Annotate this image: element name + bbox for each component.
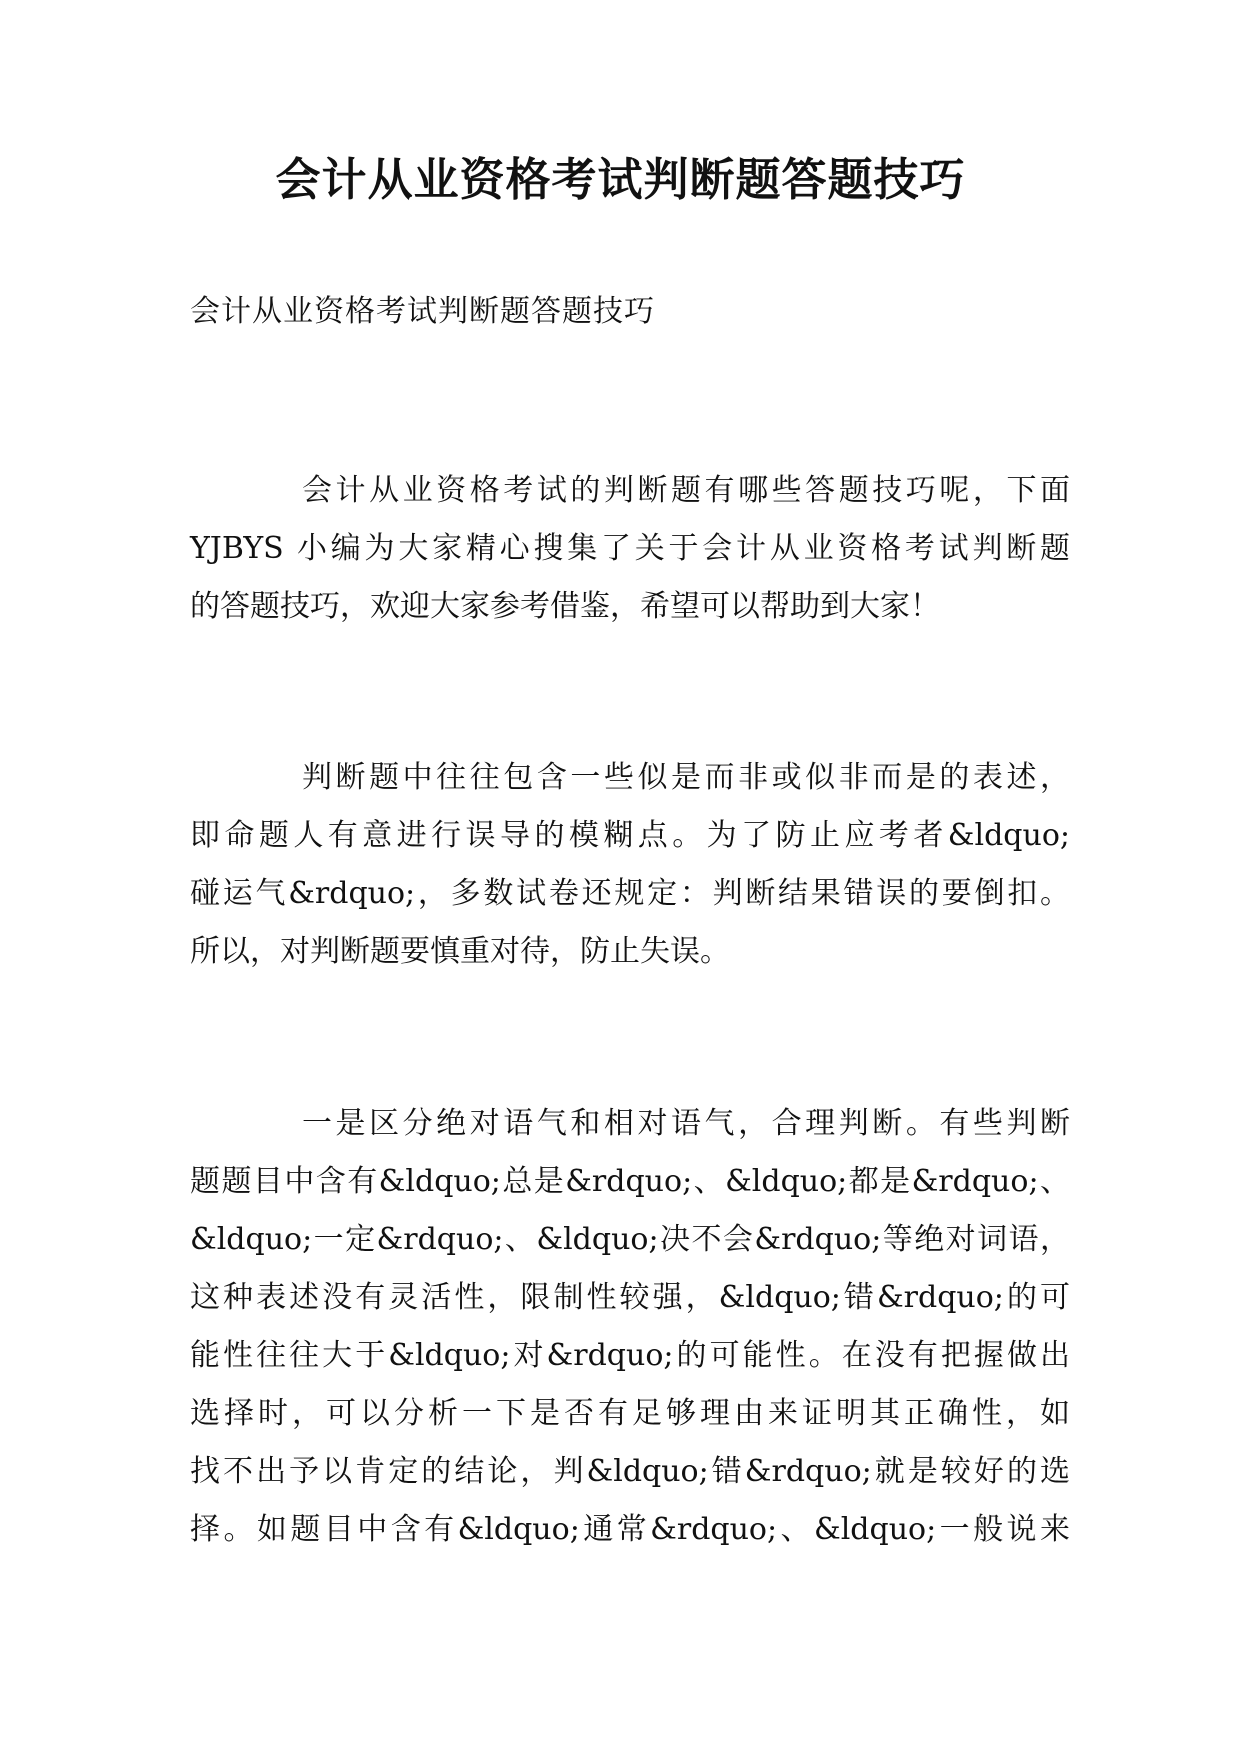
paragraph-intro — [190, 462, 1070, 636]
paragraph-tip-one — [190, 1095, 1070, 1559]
paragraph-line: 所以，对判断题要慎重对待，防止失误。 — [190, 934, 730, 969]
paragraph-line: YJBYS 小编为大家精心搜集了关于会计从业资格考试判断题 — [190, 531, 1070, 566]
paragraph-line: 一是区分绝对语气和相对语气，合理判断。有些判断 — [302, 1106, 1070, 1141]
document-subtitle: 会计从业资格考试判断题答题技巧 — [190, 294, 655, 329]
paragraph-line: 即命题人有意进行误导的模糊点。为了防止应考者&ldquo; — [190, 818, 1070, 853]
paragraph-line: 择。如题目中含有&ldquo;通常&rdquo;、&ldquo;一般说来 — [190, 1512, 1070, 1547]
paragraph-line: 题题目中含有&ldquo;总是&rdquo;、&ldquo;都是&rdquo;、 — [190, 1164, 1070, 1199]
paragraph-line: 的答题技巧，欢迎大家参考借鉴，希望可以帮助到大家！ — [190, 589, 940, 624]
paragraph-line: 能性往往大于&ldquo;对&rdquo;的可能性。在没有把握做出 — [190, 1338, 1070, 1373]
paragraph-line: 判断题中往往包含一些似是而非或似非而是的表述， — [302, 760, 1070, 795]
paragraph-line: &ldquo;一定&rdquo;、&ldquo;决不会&rdquo;等绝对词语， — [190, 1222, 1070, 1257]
paragraph-line: 这种表述没有灵活性，限制性较强，&ldquo;错&rdquo;的可 — [190, 1280, 1070, 1315]
paragraph-line: 选择时，可以分析一下是否有足够理由来证明其正确性，如 — [190, 1396, 1070, 1431]
paragraph-line: 碰运气&rdquo;，多数试卷还规定：判断结果错误的要倒扣。 — [190, 876, 1070, 911]
paragraph-overview — [190, 749, 1070, 981]
document-title: 会计从业资格考试判断题答题技巧 — [275, 153, 966, 206]
paragraph-line: 找不出予以肯定的结论，判&ldquo;错&rdquo;就是较好的选 — [190, 1454, 1070, 1489]
paragraph-line: 会计从业资格考试的判断题有哪些答题技巧呢，下面 — [302, 473, 1070, 508]
